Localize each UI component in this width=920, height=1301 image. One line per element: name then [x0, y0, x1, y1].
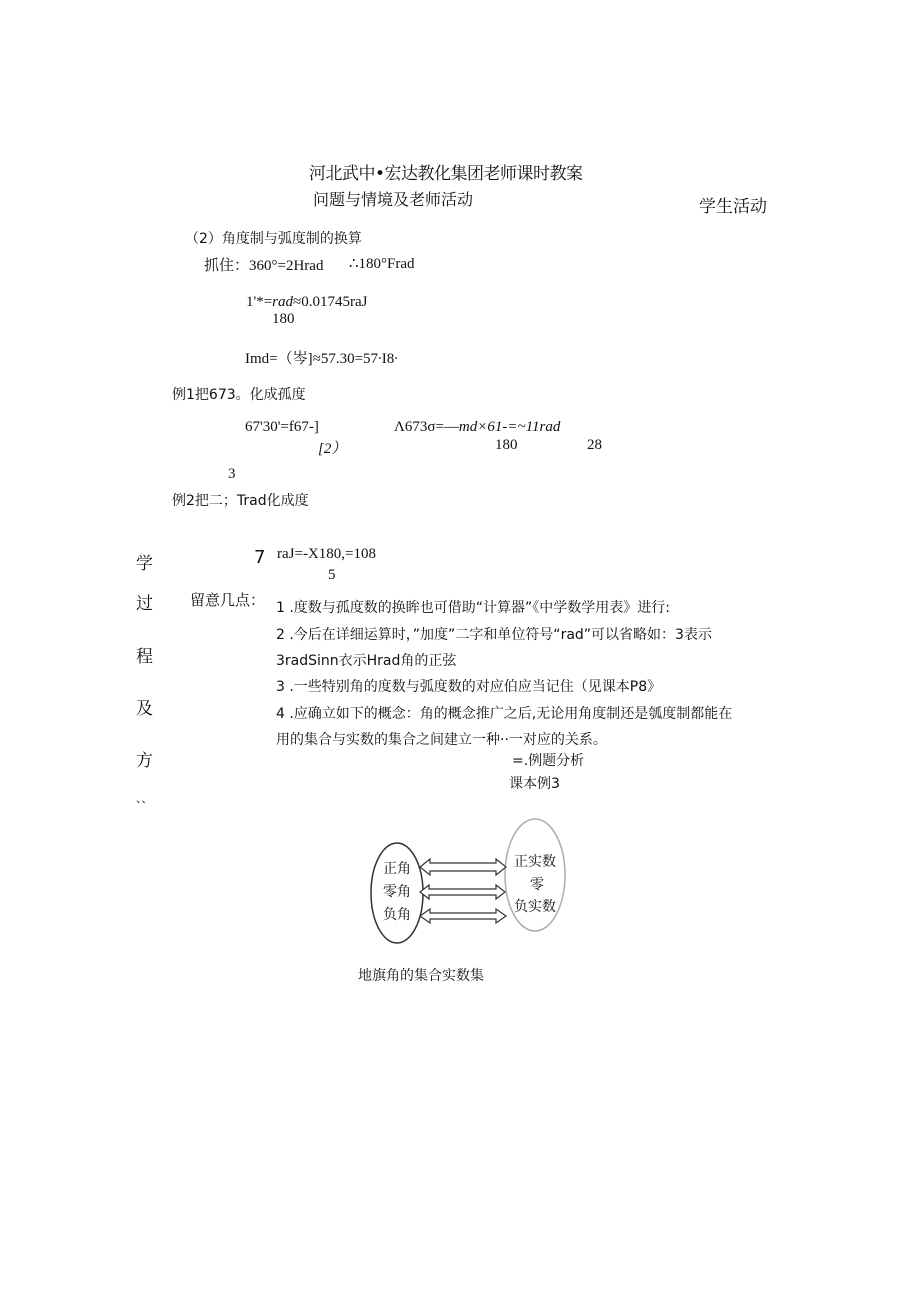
grasp-label: 抓住：	[204, 256, 250, 274]
grasp-equation-2: ∴180°Frad	[349, 256, 415, 272]
double-arrow-icon	[420, 859, 506, 875]
double-arrow-icon	[420, 885, 505, 899]
side-label-char: 及	[136, 699, 153, 719]
note-item-4-cont: 用的集合与实数的集合之间建立一种··一对应的关系。	[276, 732, 607, 748]
analysis-subtitle: 课本例3	[509, 776, 560, 792]
side-label-char: 、、	[136, 792, 153, 805]
analysis-title: =.例题分析	[512, 753, 585, 769]
example-1-eq-left: 67'30'=f67-]	[245, 419, 319, 435]
left-label: 零角	[383, 884, 411, 900]
example-2-equation: raJ=-X180,=108	[277, 546, 376, 562]
formula-denominator: 180	[272, 311, 295, 327]
side-label-char: 程	[136, 647, 153, 667]
example-2-title: 例2把二；Trad化成度	[172, 493, 309, 509]
double-arrow-icon	[420, 909, 506, 923]
page-title: 河北武中•宏达教化集团老师课时教案	[309, 164, 583, 184]
formula-part-rest: ≈0.01745raJ	[293, 294, 368, 310]
degree-to-radian-formula	[246, 294, 368, 311]
radian-to-degree-formula: Imd=（岑]≈57.30=57∙I8∙	[245, 351, 399, 367]
right-label: 负实数	[514, 899, 556, 915]
note-item-3: 3 .一些特别角的度数与弧度数的对应伯应当记住（见课本P8》	[276, 679, 662, 695]
grasp-equation-1: 360°=2Hrad	[249, 258, 324, 274]
grasp-line	[204, 254, 323, 275]
angle-real-number-correspondence-diagram	[365, 805, 580, 950]
note-item-4: 4 .应确立如下的概念：角的概念推广之后,无论用角度制还是瓠度制都能在	[276, 706, 733, 722]
right-label: 零	[530, 877, 544, 893]
note-item-2-cont: 3radSinn衣示Hrad角的正弦	[276, 653, 457, 669]
left-label: 负角	[383, 907, 411, 923]
correspondence-arrows	[420, 859, 506, 923]
eq-mid-part-a: Λ673σ=—	[394, 419, 459, 435]
note-item-1: 1 .度数与孤度数的换眸也可借助“计算器”《中学数学用表》进行:	[276, 600, 671, 616]
note-item-2: 2 .今后在详细运算时，”加度”二字和单位符号“rad”可以省略如：3表示	[276, 627, 712, 643]
formula-part: 1'*=	[246, 294, 273, 310]
example-1-title: 例1把673。化成孤度	[172, 387, 306, 403]
side-label-char: 过	[136, 594, 153, 614]
diagram-caption: 地旗角的集合实数集	[358, 968, 484, 984]
right-label: 正实数	[514, 854, 556, 870]
column-header-student: 学生活动	[699, 197, 767, 217]
side-label-char: 方	[136, 751, 153, 771]
side-label-char: 学	[136, 554, 153, 574]
notes-label: 留意几点：	[190, 591, 266, 609]
eq-mid-part-b: md×61-=~11rad	[458, 419, 561, 435]
example-2-big-number: 7	[254, 547, 266, 568]
formula-part-italic: rad	[272, 294, 294, 310]
example-1-eq-denominator: 180	[495, 437, 518, 453]
example-1-eq-right-denominator: 28	[587, 437, 602, 453]
example-2-denominator: 5	[328, 567, 336, 583]
example-1-eq-left-sub: [2）	[318, 441, 347, 457]
section-heading: （2）角度制与弧度制的换算	[185, 231, 362, 247]
left-label: 正角	[383, 861, 411, 877]
column-header-teacher: 问题与情境及老师活动	[313, 190, 474, 209]
stray-number: 3	[228, 466, 236, 482]
example-1-eq-mid	[394, 419, 560, 436]
